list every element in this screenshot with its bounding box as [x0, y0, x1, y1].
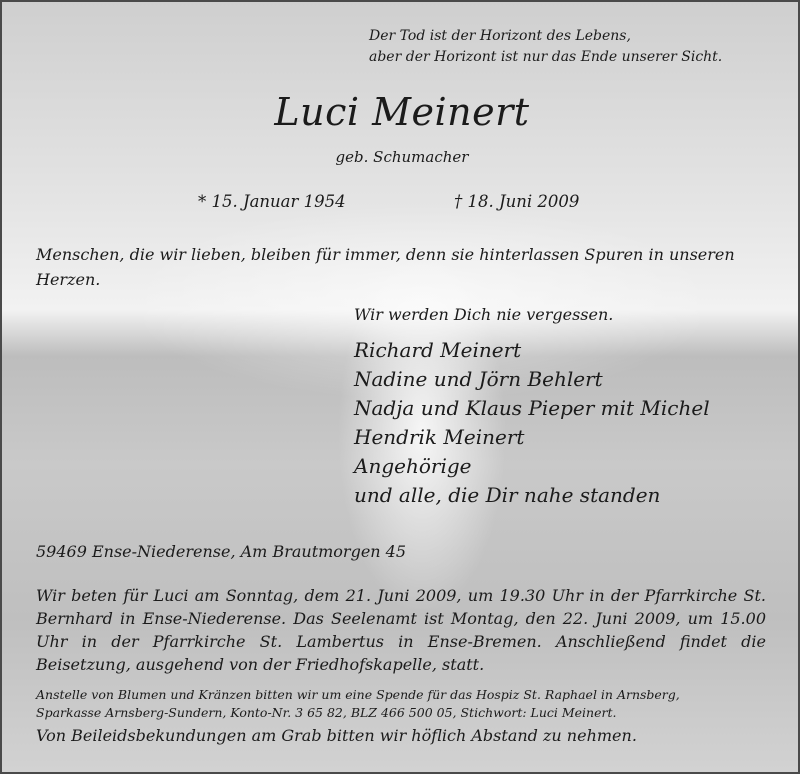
death-date: † 18. Juni 2009 [454, 192, 580, 211]
deceased-name: Luci Meinert [274, 90, 530, 134]
service-details: Wir beten für Luci am Sonntag, dem 21. Juni 2009, um 19.30 Uhr in der Pfarrkirche St. Bernhard in Ense-Niederense. Das Seelenamt ist Montag, den 22. Juni 2009, um 15.00 Uhr in der Pfarrkirche St. Lambertus in Ense-Bremen. Anschließend findet die Beisetzung, ausgehend von der Friedhofskapelle, statt. [36, 586, 766, 674]
mourners-list [354, 336, 710, 510]
donation-request [36, 686, 680, 722]
memorial-verse: Menschen, die wir lieben, bleiben für immer, denn sie hinterlassen Spuren in unseren Herzen. [36, 245, 735, 289]
never-forget-line: Wir werden Dich nie vergessen. [354, 305, 614, 324]
mourner-name: Richard Meinert [354, 338, 522, 362]
donation-line: Sparkasse Arnsberg-Sundern, Konto-Nr. 3 65 82, BLZ 466 500 05, Stichwort: Luci Meinert. [36, 705, 617, 720]
mourner-name: Angehörige [354, 454, 472, 478]
quote-line: aber der Horizont ist nur das Ende unserer Sicht. [369, 49, 723, 65]
donation-line: Anstelle von Blumen und Kränzen bitten wir um eine Spende für das Hospiz St. Raphael in Arnsberg, [36, 687, 680, 702]
mourner-name: Nadine und Jörn Behlert [354, 367, 603, 391]
birth-date: * 15. Januar 1954 [198, 192, 346, 211]
quote-line: Der Tod ist der Horizont des Lebens, [369, 28, 631, 44]
mourner-name: und alle, die Dir nahe standen [354, 483, 661, 507]
mourner-name: Hendrik Meinert [354, 425, 525, 449]
mourner-name: Nadja und Klaus Pieper mit Michel [354, 396, 710, 420]
closing-request: Von Beileidsbekundungen am Grab bitten wir höflich Abstand zu nehmen. [36, 726, 637, 745]
family-address: 59469 Ense-Niederense, Am Brautmorgen 45 [36, 542, 407, 561]
maiden-name: geb. Schumacher [335, 148, 469, 166]
epigraph-quote [369, 26, 722, 68]
